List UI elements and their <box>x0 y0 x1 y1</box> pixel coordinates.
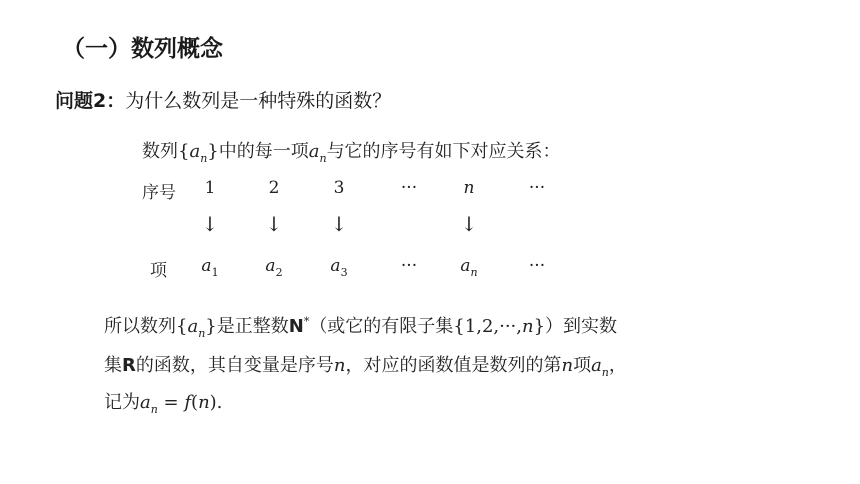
question-label: 问题2： <box>55 90 126 112</box>
intro-sentence <box>142 137 561 163</box>
intro-seq-var: a <box>189 141 201 162</box>
term-cell: $a_3$ <box>330 256 348 279</box>
intro-seq-sub: n <box>200 152 208 165</box>
conclusion-line-2: 集R的函数，其自变量是序号n，对应的函数值是数列的第n项$a_n$， <box>104 355 627 379</box>
down-arrow-icon: ↓ <box>265 212 283 236</box>
down-arrow-icon: ↓ <box>201 212 219 236</box>
intro-term-var: a <box>308 141 320 162</box>
intro-term-sub: n <box>319 152 327 165</box>
index-cell: 1 <box>204 178 216 198</box>
intro-middle: }中的每一项 <box>207 141 309 162</box>
question-line <box>55 86 391 113</box>
row-label-index: 序号 <box>142 183 176 203</box>
index-cell: ··· <box>528 178 546 198</box>
index-cell: 2 <box>268 178 280 198</box>
question-text: 为什么数列是一种特殊的函数？ <box>125 90 392 112</box>
conclusion-line-3: 记为$a_n = f(n)$. <box>104 392 223 416</box>
down-arrow-icon: ↓ <box>460 212 478 236</box>
term-cell: $a_n$ <box>460 256 478 279</box>
intro-suffix: 与它的序号有如下对应关系： <box>326 141 561 162</box>
index-cell: n <box>463 178 475 198</box>
term-cell: ··· <box>528 256 546 276</box>
down-arrow-icon: ↓ <box>330 212 348 236</box>
index-cell: 3 <box>333 178 345 198</box>
row-label-term: 项 <box>150 261 167 281</box>
term-cell: $a_1$ <box>201 256 219 279</box>
intro-prefix: 数列{ <box>142 141 190 162</box>
index-cell: ··· <box>400 178 418 198</box>
section-title: （一）数列概念 <box>62 36 223 62</box>
term-cell: ··· <box>400 256 418 276</box>
term-cell: $a_2$ <box>265 256 283 279</box>
conclusion-line-1: 所以数列$\{a_n\}$是正整数N*（或它的有限子集{1,2,···,n}）到实数 <box>104 315 618 340</box>
